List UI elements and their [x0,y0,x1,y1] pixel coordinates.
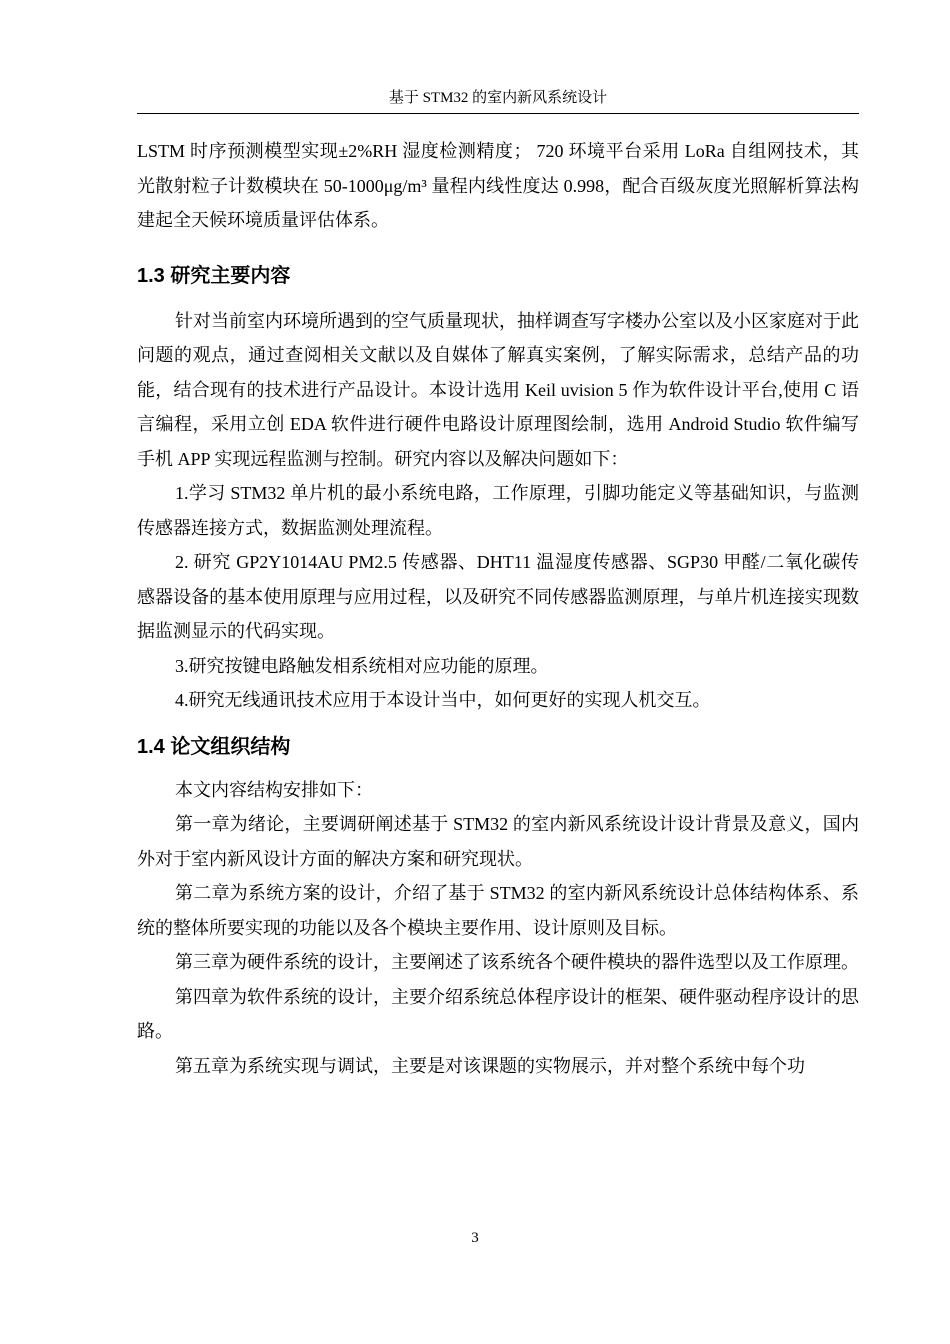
list-item-research-4: 4.研究无线通讯技术应用于本设计当中，如何更好的实现人机交互。 [175,690,711,710]
paragraph: 针对当前室内环境所遇到的空气质量现状，抽样调查写字楼办公室以及小区家庭对于此问题的观点，通过查阅相关文献以及自媒体了解真实案例，了解实际需求，总结产品的功能，结合现有的技术进行产品设计。本设计选用 Keil uvision 5 作为软件设计平台,使用 C 语言编程，采用立创 EDA 软件进行硬件电路设计原理图绘制，选用 Android Studio 软件编写手机 APP 实现远程监测与控制。研究内容以及解决问题如下： [137,310,859,469]
paragraph: 本文内容结构安排如下： [175,779,373,800]
page-body [137,134,859,1083]
list-item-research-2: 2. 研究 GP2Y1014AU PM2.5 传感器、DHT11 温湿度传感器、SGP30 甲醛/二氧化碳传感器设备的基本使用原理与应用过程，以及研究不同传感器监测原理，与单片机连接实现数据监测显示的代码实现。 [137,552,859,641]
running-header: 基于 STM32 的室内新风系统设计 [388,90,608,106]
list-item-research-1: 1.学习 STM32 单片机的最小系统电路，工作原理，引脚功能定义等基础知识，与监测传感器连接方式，数据监测处理流程。 [137,483,859,538]
section-heading-1-3: 1.3 研究主要内容 [137,264,291,287]
list-item-research-3: 3.研究按键电路触发相系统相对应功能的原理。 [175,655,549,676]
chapter-summary-1: 第一章为绪论，主要调研阐述基于 STM32 的室内新风系统设计设计背景及意义，国内外对于室内新风设计方面的解决方案和研究现状。 [137,814,859,869]
header-divider [137,113,859,114]
chapter-summary-5: 第五章为系统实现与调试，主要是对该课题的实物展示，并对整个系统中每个功 [175,1055,805,1076]
section-heading-1-4: 1.4 论文组织结构 [137,735,291,758]
chapter-summary-4: 第四章为软件系统的设计，主要介绍系统总体程序设计的框架、硬件驱动程序设计的思路。 [137,986,859,1041]
intro-paragraph: LSTM 时序预测模型实现±2%RH 湿度检测精度； 720 环境平台采用 LoRa 自组网技术，其光散射粒子计数模块在 50-1000μg/m³ 量程内线性度达 0.998，配合百级灰度光照解析算法构建起全天候环境质量评估体系。 [137,141,859,230]
chapter-summary-2: 第二章为系统方案的设计，介绍了基于 STM32 的室内新风系统设计总体结构体系、系统的整体所要实现的功能以及各个模块主要作用、设计原则及目标。 [137,883,859,938]
chapter-summary-3: 第三章为硬件系统的设计，主要阐述了该系统各个硬件模块的器件选型以及工作原理。 [175,952,859,972]
page-number: 3 [471,1230,479,1246]
